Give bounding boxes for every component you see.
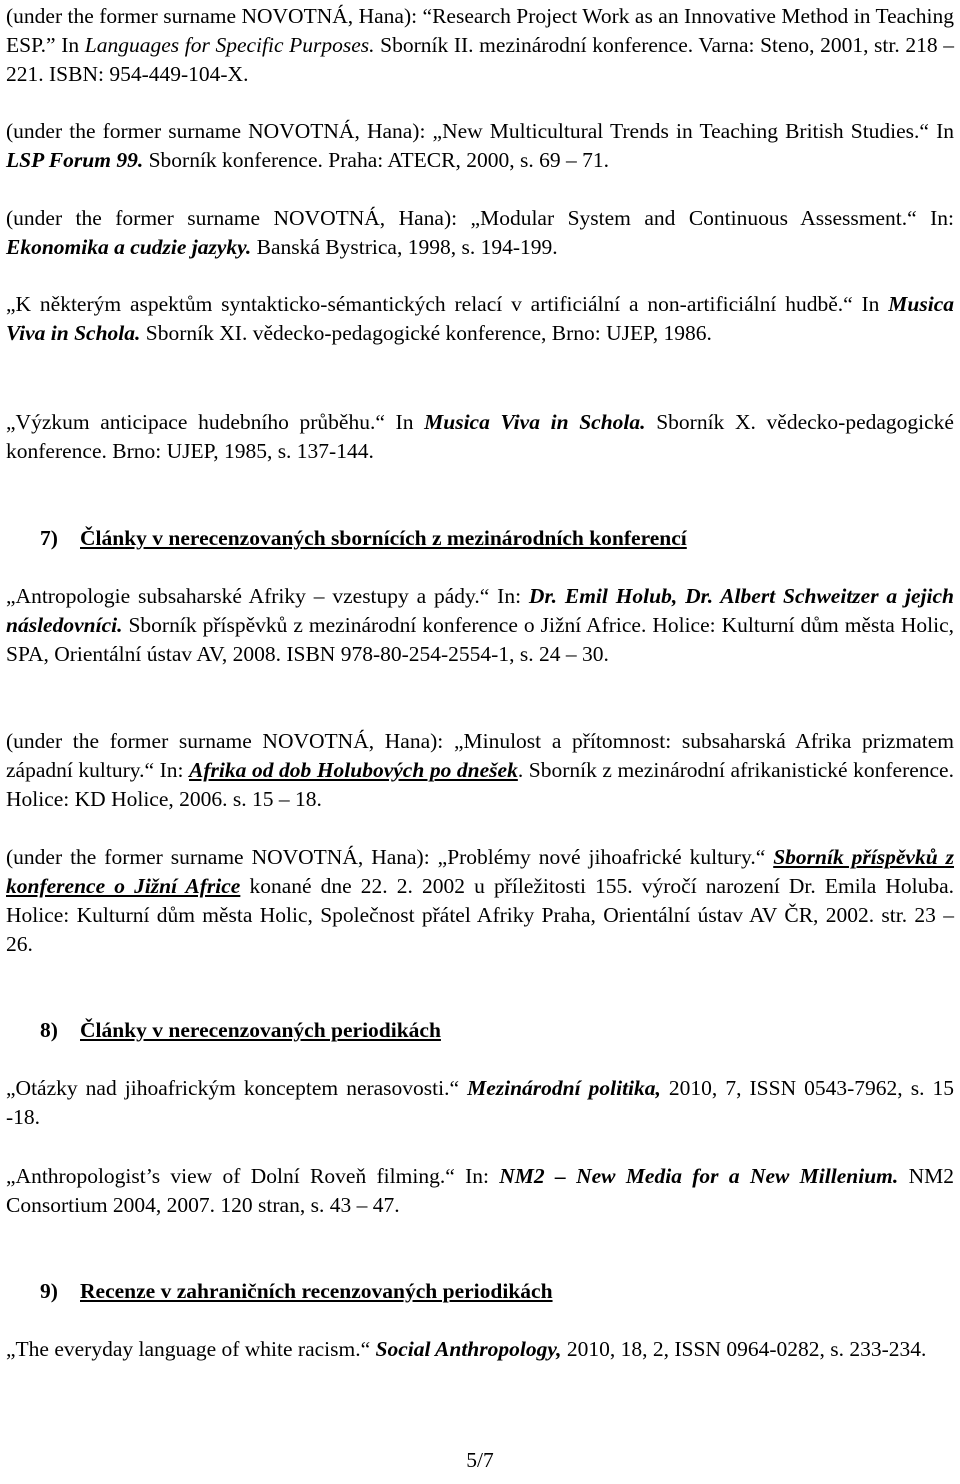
section-title: Recenze v zahraničních recenzovaných periodikách bbox=[80, 1279, 553, 1303]
reference-text: (under the former surname NOVOTNÁ, Hana): “Research Project Work as an Innovative Method in Teaching ESP.” In bbox=[6, 4, 954, 57]
publication-title: Mezinárodní politika, bbox=[467, 1076, 661, 1100]
reference-text: „The everyday language of white racism.“ bbox=[6, 1337, 376, 1361]
page-number: 5/7 bbox=[466, 1448, 494, 1472]
publication-title: Ekonomika a cudzie jazyky. bbox=[6, 235, 252, 259]
section-number: 8) bbox=[40, 1018, 58, 1042]
section-number: 7) bbox=[40, 526, 58, 550]
reference-text: Sborník II. mezinárodní konference. Varna: Steno, 2001, str. 218 – 221. ISBN: 954-449-104-X. bbox=[6, 33, 954, 86]
reference-text: (under the former surname NOVOTNÁ, Hana): „New Multicultural Trends in Teaching British Studies.“ In bbox=[6, 119, 954, 143]
reference-text: NM2 Consortium 2004, 2007. 120 stran, s. 43 – 47. bbox=[6, 1164, 954, 1217]
reference-text: (under the former surname NOVOTNÁ, Hana): „Modular System and Continuous Assessment.“ In: bbox=[6, 206, 954, 230]
reference-text: „Anthropologist’s view of Dolní Roveň filming.“ In: bbox=[6, 1164, 500, 1188]
section-title: Články v nerecenzovaných periodikách bbox=[80, 1018, 441, 1042]
publication-title: Sborník příspěvků z konference o Jižní Africe bbox=[6, 845, 955, 898]
reference-text: Sborník XI. vědecko-pedagogické konference, Brno: UJEP, 1986. bbox=[140, 321, 712, 345]
publication-title: LSP Forum 99. bbox=[6, 148, 144, 172]
reference-text: 2010, 7, ISSN 0543-7962, s. 15 -18. bbox=[6, 1076, 954, 1129]
reference-entry bbox=[6, 843, 954, 959]
publication-title: Musica Viva in Schola. bbox=[6, 292, 954, 345]
reference-entry bbox=[6, 1335, 954, 1364]
reference-text: „Výzkum anticipace hudebního průběhu.“ In bbox=[6, 410, 425, 434]
section-heading bbox=[40, 1277, 553, 1306]
reference-entry bbox=[6, 582, 954, 669]
reference-entry bbox=[6, 1074, 954, 1132]
publication-title: Dr. Emil Holub, Dr. Albert Schweitzer a jejich následovníci. bbox=[6, 584, 954, 637]
reference-text: 2010, 18, 2, ISSN 0964-0282, s. 233-234. bbox=[561, 1337, 927, 1361]
publication-title: Social Anthropology, bbox=[375, 1337, 562, 1361]
reference-entry bbox=[6, 727, 954, 814]
reference-text: „K některým aspektům syntakticko-sémantických relací v artificiální a non-artificiální hudbě.“ In bbox=[6, 292, 889, 316]
reference-text: (under the former surname NOVOTNÁ, Hana): „Minulost a přítomnost: subsaharská Afrika prizmatem západní kultury.“ In: bbox=[6, 729, 954, 782]
reference-entry bbox=[6, 117, 954, 175]
reference-entry bbox=[6, 2, 954, 89]
reference-text: . Sborník z mezinárodní afrikanistické konference. Holice: KD Holice, 2006. s. 15 – 18. bbox=[6, 758, 954, 811]
reference-entry bbox=[6, 1162, 954, 1220]
publication-title: NM2 – New Media for a New Millenium. bbox=[499, 1164, 899, 1188]
reference-text: „Antropologie subsaharské Afriky – vzestupy a pády.“ In: bbox=[6, 584, 529, 608]
section-heading bbox=[40, 524, 687, 553]
reference-entry bbox=[6, 408, 954, 466]
section-title: Články v nerecenzovaných sbornících z mezinárodních konferencí bbox=[80, 526, 687, 550]
reference-text: Sborník konference. Praha: ATECR, 2000, s. 69 – 71. bbox=[143, 148, 609, 172]
section-number: 9) bbox=[40, 1279, 58, 1303]
publication-title: Afrika od dob Holubových po dnešek bbox=[189, 758, 518, 782]
publication-title: Musica Viva in Schola. bbox=[424, 410, 646, 434]
reference-entry bbox=[6, 204, 954, 262]
reference-text: (under the former surname NOVOTNÁ, Hana): „Problémy nové jihoafrické kultury.“ bbox=[6, 845, 774, 869]
publication-title: Languages for Specific Purposes. bbox=[84, 33, 375, 57]
reference-text: konané dne 22. 2. 2002 u příležitosti 155. výročí narození Dr. Emila Holuba. Holice: Kulturní dům města Holic, Společnost přátel Afriky Praha, Orientální ústav AV ČR, 2002. str. 23 – 26. bbox=[6, 874, 955, 956]
reference-entry bbox=[6, 290, 954, 348]
reference-text: „Otázky nad jihoafrickým konceptem nerasovosti.“ bbox=[6, 1076, 468, 1100]
section-heading bbox=[40, 1016, 441, 1045]
document-page bbox=[6, 0, 954, 1484]
reference-text: Banská Bystrica, 1998, s. 194-199. bbox=[251, 235, 558, 259]
reference-text: Sborník příspěvků z mezinárodní konference o Jižní Africe. Holice: Kulturní dům města Holic, SPA, Orientální ústav AV, 2008. ISBN 978-80-254-2554-1, s. 24 – 30. bbox=[6, 613, 954, 666]
reference-text: Sborník X. vědecko-pedagogické konference. Brno: UJEP, 1985, s. 137-144. bbox=[6, 410, 954, 463]
